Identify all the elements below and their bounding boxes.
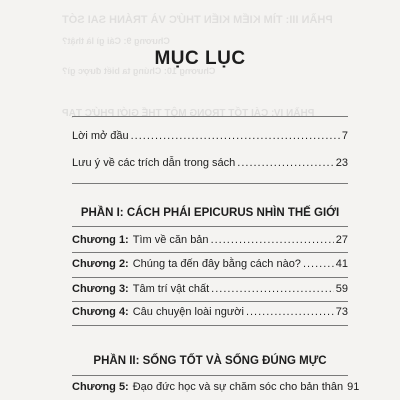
chapter-page: 73 — [335, 306, 348, 318]
chapter-label: Chương 2: — [72, 258, 129, 270]
chapter-title: Đạo đức học và sự chăm sóc cho bản thân — [132, 381, 344, 393]
toc-chapter[interactable] — [72, 255, 348, 273]
divider — [72, 116, 348, 117]
divider — [72, 183, 348, 184]
ghost-line: PHẦN III: TÌM KIẾM KIẾN THỨC VÀ TRÁNH SAI SÓT — [62, 14, 333, 26]
dot-leader — [211, 231, 334, 249]
chapter-page: 91 — [347, 381, 360, 393]
toc-chapter[interactable] — [72, 378, 360, 396]
divider — [72, 277, 348, 278]
chapter-label: Chương 5: — [72, 381, 129, 393]
chapter-title: Chúng ta đến đây bằng cách nào? — [132, 258, 301, 270]
part-title: PHẦN II: SỐNG TỐT VÀ SỐNG ĐÚNG MỰC — [93, 355, 327, 367]
toc-entry[interactable] — [72, 127, 348, 145]
divider — [72, 325, 348, 326]
chapter-page: 27 — [335, 234, 348, 246]
toc-entry-title: Lời mở đầu — [72, 130, 129, 142]
divider — [72, 226, 348, 227]
chapter-title: Tâm trí vật chất — [132, 283, 210, 295]
part-title: PHẦN I: CÁCH PHÁI EPICURUS NHÌN THẾ GIỚI — [80, 207, 340, 219]
toc-chapter[interactable] — [72, 280, 348, 298]
divider — [72, 375, 348, 376]
ghost-line: Chương 10: Chúng ta biết được gì? — [62, 66, 216, 76]
page-title: MỤC LỤC — [154, 48, 246, 69]
chapter-label: Chương 3: — [72, 283, 129, 295]
toc-chapter[interactable] — [72, 231, 348, 249]
toc-entry-title: Lưu ý về các trích dẫn trong sách — [72, 157, 236, 169]
toc-entry[interactable] — [72, 154, 348, 172]
chapter-page: 59 — [335, 283, 348, 295]
chapter-title: Tìm về căn bản — [132, 234, 209, 246]
chapter-label: Chương 4: — [72, 306, 129, 318]
toc-entry-page: 23 — [335, 157, 348, 169]
chapter-page: 41 — [335, 258, 348, 270]
divider — [72, 301, 348, 302]
dot-leader — [211, 280, 334, 298]
dot-leader — [303, 255, 334, 273]
ghost-line: PHẦN IV: CÁI TỐT TRONG MỘT THẾ GIỚI PHỨC TẠP — [62, 108, 315, 119]
chapter-title: Câu chuyện loài người — [132, 306, 244, 318]
ghost-line: Chương 9: Cái gì là thật? — [62, 36, 170, 46]
toc-entry-page: 7 — [341, 130, 348, 142]
divider — [72, 252, 348, 253]
dot-leader — [237, 154, 333, 172]
toc-chapter[interactable] — [72, 303, 348, 321]
dot-leader — [246, 303, 334, 321]
chapter-label: Chương 1: — [72, 234, 129, 246]
dot-leader — [131, 127, 340, 145]
